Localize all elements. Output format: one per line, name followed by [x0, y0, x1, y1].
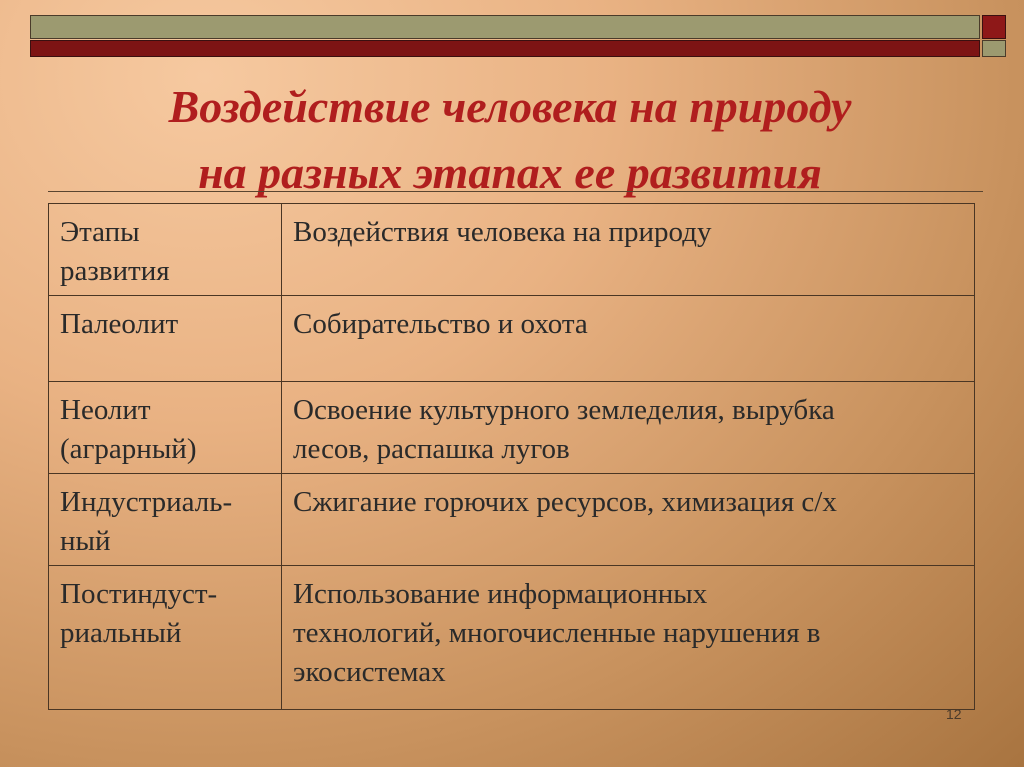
cell-line: Постиндуст-: [60, 578, 218, 610]
title-underline: [48, 191, 983, 192]
header-impact-cell: [282, 204, 975, 296]
cell-line: Палеолит: [60, 308, 179, 340]
table-row: [49, 382, 975, 474]
decor-square-olive: [982, 40, 1006, 57]
table-header-row: [49, 204, 975, 296]
cell-line: Неолит: [60, 394, 151, 426]
cell-line: экосистемах: [293, 656, 446, 688]
header-stage-cell: [49, 204, 282, 296]
decor-bar-olive: [30, 15, 980, 39]
table-row: [49, 474, 975, 566]
cell-line: Освоение культурного земледелия, вырубка: [293, 394, 835, 426]
cell-line: технологий, многочисленные нарушения в: [293, 617, 821, 649]
title-line-2: на разных этапах ее развития: [198, 147, 822, 198]
stage-cell: [49, 382, 282, 474]
stage-cell: [49, 296, 282, 382]
slide-title: [40, 74, 980, 206]
table-row: [49, 566, 975, 710]
stage-cell: [49, 474, 282, 566]
cell-line: Сжигание горючих ресурсов, химизация с/х: [293, 486, 837, 518]
cell-line: Этапы: [60, 216, 140, 248]
impact-cell: [282, 566, 975, 710]
cell-line: Использование информационных: [293, 578, 708, 610]
cell-line: Воздействия человека на природу: [293, 216, 712, 248]
impact-cell: [282, 474, 975, 566]
decor-bar-red: [30, 40, 980, 57]
cell-line: лесов, распашка лугов: [293, 433, 570, 465]
cell-line: Индустриаль-: [60, 486, 233, 518]
cell-line: Собирательство и охота: [293, 308, 588, 340]
cell-line: (аграрный): [60, 433, 197, 465]
page-number: 12: [946, 706, 962, 722]
impact-cell: [282, 382, 975, 474]
stage-cell: [49, 566, 282, 710]
table-row: [49, 296, 975, 382]
cell-line: риальный: [60, 617, 182, 649]
decor-square-red: [982, 15, 1006, 39]
impact-cell: [282, 296, 975, 382]
title-line-1: Воздействие человека на природу: [168, 81, 852, 132]
cell-line: ный: [60, 525, 111, 557]
cell-line: развития: [60, 255, 170, 287]
stages-table: [48, 203, 975, 710]
